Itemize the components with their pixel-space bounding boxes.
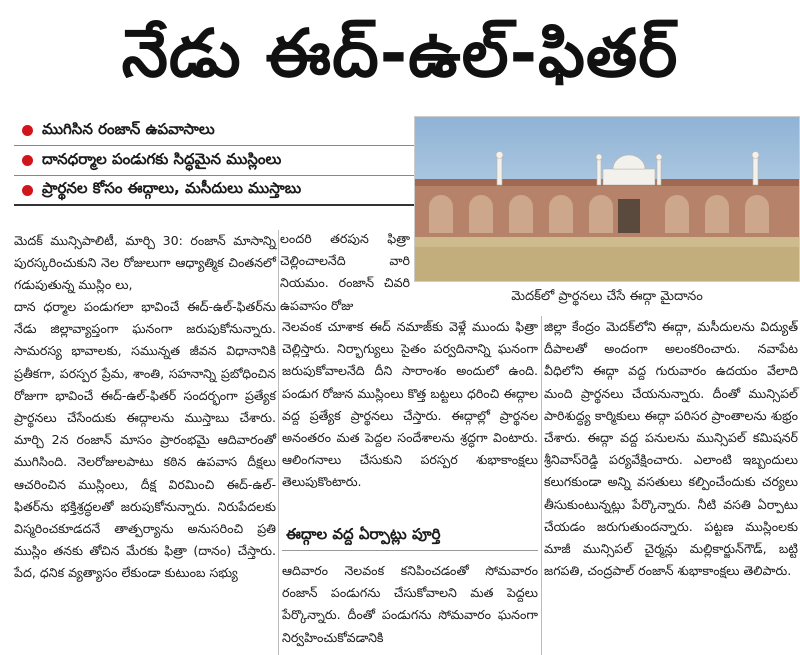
- article-col1: [14, 296, 276, 585]
- paragraph: దాన ధర్మాల పండుగలా భావించే ఈద్-ఉల్-ఫితర్‌ను నేడు జిల్లావ్యాప్తంగా ఘనంగా జరుపుకోనున్నారు. సామరస్య భావాలకు, సమున్నత జీవన విధానానికి ప్రతీకగా, పరస్పర ప్రేమ, శాంతి, సహనాన్ని ప్రబోధించిన రోజుగా భావించే ఈద్-ఉల్-ఫితర్ సందర్భంగా ప్రత్యేక ప్రార్థనలు చేసేందుకు ఈద్గాలను ముస్తాబు చేశారు. మార్చి 2న రంజాన్ మాసం ప్రారంభమై ఆదివారంతో ముగిసింది. నెలరోజులపాటు కఠిన ఉపవాస దీక్షలు ఆచరించిన ముస్లింలు, దీక్ష విరమించి ఈద్-ఉల్-ఫితర్‌ను భక్తిశ్రద్ధలతో జరుపుకోనున్నారు. నిరుపేదలకు విస్మరించకూడదనే తాత్పర్యాను అనుసరించి ప్రతి ముస్లిం తనకు తోచిన మేరకు ఫిత్రా (దానం) చేస్తారు. పేద, ధనిక వ్యత్యాసం లేకుండా కుటుంబ సభ్యు: [14, 299, 276, 581]
- paragraph: ఆదివారం నెలవంక కనిపించడంతో సోమవారం రంజాన్ పండుగను చేసుకోవాలని మత పెద్దలు పేర్కొన్నారు. దీంతో పండుగను సోమవారం ఘనంగా నిర్వహించుకోవడానికి: [282, 563, 538, 645]
- article-col3: [544, 316, 798, 582]
- highlight-text: ప్రార్థనల కోసం ఈద్గాలు, మసీదులు ముస్తాబు: [42, 179, 302, 197]
- bullet-dot-icon: [22, 125, 33, 136]
- article-col2-lead: [280, 228, 410, 317]
- subheading-rule: [282, 550, 538, 551]
- eidgah-illustration: [415, 117, 800, 282]
- column-divider: [541, 316, 542, 655]
- paragraph: నెలవంక చూశాక ఈద్ నమాజ్‌కు వెళ్లే ముందు ఫిత్రా చెల్లిస్తారు. నిర్భాగ్యులు సైతం పర్వదినాన్ని ఘనంగా జరుపుకోవాలనేది దీని సారాంశం అందులో ఉంది. పండుగ రోజున ముస్లింలు కొత్త బట్టలు ధరించి ఈద్గాల వద్ద ప్రత్యేక ప్రార్థనలు చేస్తారు. ఈద్గాల్లో ప్రార్థనల అనంతరం మత పెద్దల సందేశాలను శ్రద్ధగా వింటారు. ఆలింగనాలు చేసుకుని పరస్పర శుభాకాంక్షలు తెలుపుకొంటారు.: [282, 319, 538, 490]
- section-subheading: ఈద్గాల వద్ద ఏర్పాట్లు పూర్తి: [286, 525, 441, 543]
- highlight-item: [14, 176, 414, 206]
- column-divider: [278, 230, 279, 655]
- article-col2-bottom: [282, 560, 538, 649]
- highlight-text: దానధర్మాల పండుగకు సిద్ధమైన ముస్లింలు: [42, 149, 282, 168]
- bullet-dot-icon: [22, 185, 33, 196]
- eidgah-photo: [414, 116, 800, 282]
- highlight-text: ముగిసిన రంజాన్ ఉపవాసాలు: [42, 119, 215, 138]
- highlight-item: [14, 116, 414, 146]
- headline: నేడు ఈద్-ఉల్-ఫితర్: [121, 15, 679, 92]
- highlights-list: [14, 116, 414, 206]
- bullet-dot-icon: [22, 155, 33, 166]
- article-col2: [282, 316, 538, 494]
- paragraph: లందరి తరపున ఫిత్రా చెల్లించాలనేది వారి నియమం. రంజాన్ చివరి ఉపవాసం రోజు: [280, 231, 410, 313]
- paragraph: మెదక్ మున్సిపాలిటీ, మార్చి 30: రంజాన్ మాసాన్ని పురస్కరించుకుని నెల రోజులుగా ఆధ్యాత్మిక చింతనలో గడుపుతున్న ముస్లిం లు,: [14, 233, 276, 293]
- article-col1-lead: [14, 230, 276, 297]
- highlight-item: [14, 146, 414, 176]
- photo-caption: మెదక్‌లో ప్రార్థనలు చేసే ఈద్గా మైదానం: [511, 289, 703, 304]
- paragraph: జిల్లా కేంద్రం మెదక్‌లోని ఈద్గా, మసీదులను విద్యుత్ దీపాలతో అందంగా అలంకరించారు. నవాపేట వీధిలోని ఈద్గా వద్ద గురువారం ఉదయం వేలాది మంది ప్రార్థనలు చేయనున్నారు. దీంతో మున్సిపల్ పారిశుద్ధ్య కార్మికులు ఈద్గా పరిసర ప్రాంతాలను శుభ్రం చేశారు. ఈద్గా వద్ద పనులను మున్సిపల్ కమిషనర్ శ్రీనివాస్‌రెడ్డి పర్యవేక్షించారు. ఎలాంటి ఇబ్బందులు కలుగకుండా అన్ని వసతులు కల్పించేందుకు చర్యలు తీసుకుంటున్నట్లు పేర్కొన్నారు. నీటి వసతి ఏర్పాటు చేయడం జరుగుతుందన్నారు. పట్టణ ముస్లింలకు మాజీ మున్సిపల్ చైర్మన్లు మల్లికార్జున్‌గౌడ్, బట్టి జగపతి, చంద్రపాల్ రంజాన్ శుభాకాంక్షలు తెలిపారు.: [544, 319, 798, 579]
